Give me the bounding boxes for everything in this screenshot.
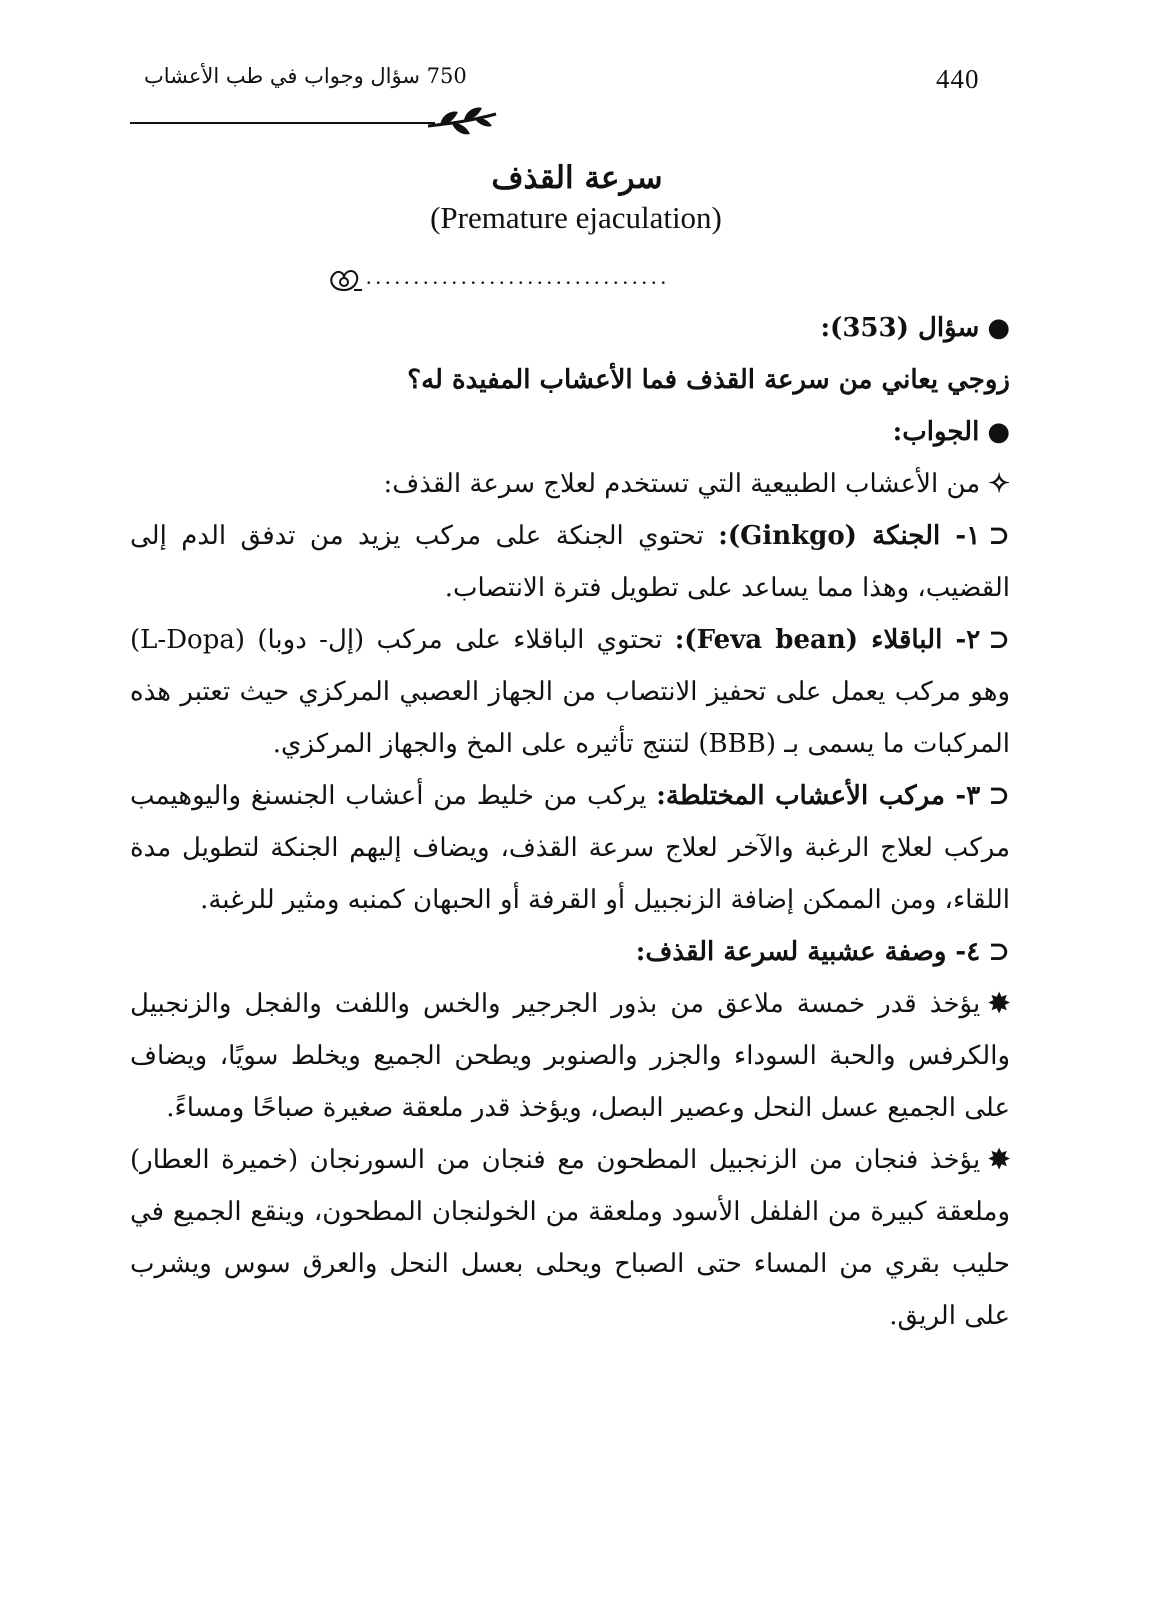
page-header [130,60,1010,110]
leaf-bullet-icon: ✧ [988,469,1010,499]
answer-heading [130,406,1010,458]
page-number: 440 [936,64,980,94]
hook-bullet-icon: ⊂ [988,625,1010,655]
answer-intro: ✧من الأعشاب الطبيعية التي تستخدم لعلاج سرعة القذف: [130,458,1010,510]
apple-bullet-icon: ● [987,417,1010,447]
item-text: يركب من خليط من أعشاب الجنسنغ واليوهيمب مركب لعلاج الرغبة والآخر لعلاج سرعة القذف، ويضاف إليهم الجنكة لتطويل مدة اللقاء، ومن الممكن إضافة الزنجبيل أو القرفة أو الحبهان كمنبه ومثير للرغبة. [130,781,1010,915]
flower-ornament-icon [324,262,364,296]
item-text: تحتوي الجنكة على مركب يزيد من تدفق الدم إلى القضيب، وهذا مما يساعد على تطويل فترة الانتصاب. [130,521,1010,603]
hook-bullet-icon: ⊂ [988,521,1010,551]
section-divider [324,262,794,298]
answer-label: الجواب: [892,417,980,447]
recipe-text: يؤخذ فنجان من الزنجبيل المطحون مع فنجان من السورنجان (خميرة العطار) وملعقة كبيرة من الفلفل الأسود وملعقة من الخولنجان المطحون، وينقع الجميع في حليب بقري من المساء حتى الصباح ويحلى بعسل النحل والعرق سوس ويشرب على الريق. [130,1145,1010,1331]
star-bullet-icon: ✸ [988,989,1010,1019]
recipe-paragraph [130,1134,1010,1342]
header-rule [130,122,435,124]
question-heading [130,302,1010,354]
recipe-paragraph [130,978,1010,1134]
hook-bullet-icon: ⊂ [988,937,1010,967]
leaf-branch-ornament-icon [426,104,498,138]
page-body [130,302,1010,1342]
section-title-english: (Premature ejaculation) [430,200,722,235]
section-title-arabic: سرعة القذف [491,160,663,196]
hook-bullet-icon: ⊂ [988,781,1010,811]
item-title: ٢- الباقلاء (Feva bean): [674,625,981,655]
question-label: سؤال (353): [820,313,980,343]
question-text: زوجي يعاني من سرعة القذف فما الأعشاب المفيدة له؟ [407,365,1010,395]
list-item [130,614,1010,770]
item-title: ١- الجنكة (Ginkgo): [718,521,981,551]
running-title: 750 سؤال وجواب في طب الأعشاب [144,64,467,88]
apple-bullet-icon: ● [987,313,1010,343]
recipe-text: يؤخذ قدر خمسة ملاعق من بذور الجرجير والخس واللفت والفجل والزنجبيل والكرفس والحبة السوداء والجزر والصنوبر ويطحن الجميع ويخلط سويًا، ويضاف على الجميع عسل النحل وعصير البصل، ويؤخذ قدر ملعقة صغيرة صباحًا ومساءً. [130,989,1010,1123]
item-text: تحتوي الباقلاء على مركب (إل- دوبا) (L-Dopa) وهو مركب يعمل على تحفيز الانتصاب من الجهاز العصبي المركزي حيث تعتبر هذه المركبات ما يسمى بـ (BBB) لتنتج تأثيره على المخ والجهاز المركزي. [130,625,1010,759]
divider-dots: ................................ [366,264,670,289]
star-bullet-icon: ✸ [988,1145,1010,1175]
list-item [130,770,1010,926]
item-title: ٣- مركب الأعشاب المختلطة: [656,781,981,811]
list-item [130,510,1010,614]
list-item [130,926,1010,978]
item-title: ٤- وصفة عشبية لسرعة القذف: [635,937,981,967]
